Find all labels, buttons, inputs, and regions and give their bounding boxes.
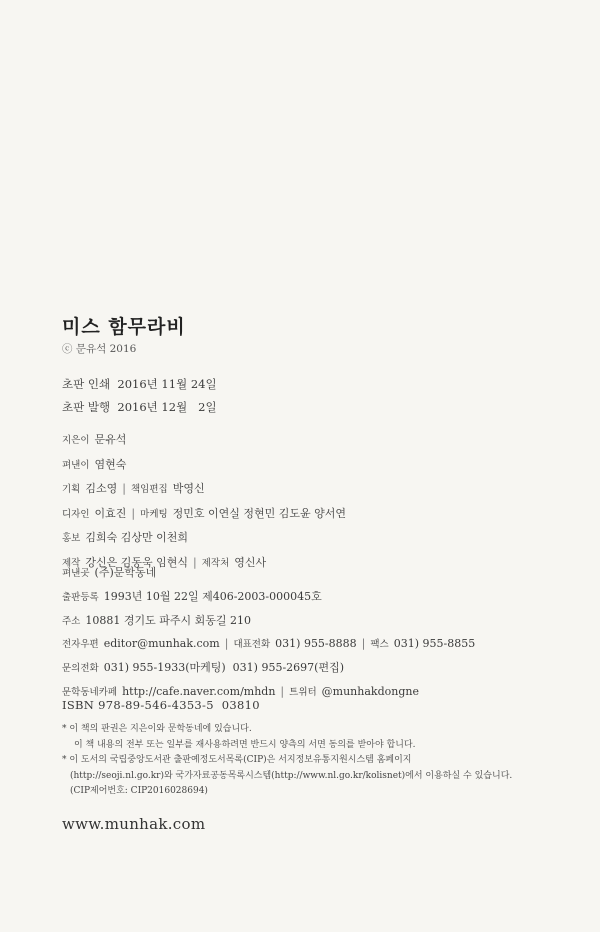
registration-value: 1993년 10월 22일 제406-2003-000045호 <box>103 589 322 603</box>
credit-design <box>62 502 346 527</box>
email-label: 전자우편 <box>62 639 99 651</box>
production-names: 강신은 김동욱 임현식 <box>85 555 188 569</box>
planning-label: 기획 <box>62 484 81 495</box>
chief-editor-label: 책임편집 <box>130 484 168 495</box>
fax-label: 팩스 <box>370 639 389 651</box>
separator: | <box>122 482 126 495</box>
note-cip: * 이 도서의 국립중앙도서관 출판예정도서목록(CIP)은 서지정보유통지원시스템 홈페이지 <box>62 755 412 766</box>
separator: | <box>224 637 229 651</box>
address-value: 10881 경기도 파주시 회동길 210 <box>85 613 251 627</box>
chief-editor-name: 박영신 <box>172 482 205 495</box>
credit-planning <box>62 477 346 502</box>
credit-pr <box>62 526 346 551</box>
separator: | <box>193 555 197 569</box>
publisher-website: www.munhak.com <box>62 815 206 833</box>
main-phone-label: 대표전화 <box>233 639 271 651</box>
pr-label: 홍보 <box>62 533 81 544</box>
inquiry-label: 문의전화 <box>62 663 99 675</box>
address-label: 주소 <box>62 615 81 627</box>
main-phone-value: 031) 955-8888 <box>275 637 357 651</box>
notes-block <box>62 722 582 800</box>
copyright-line: ⓒ 문유석 2016 <box>62 343 137 355</box>
first-issue-date: 초판 발행 2016년 12월 2일 <box>62 400 217 414</box>
first-print-date: 초판 인쇄 2016년 11월 24일 <box>62 377 217 391</box>
design-label: 디자인 <box>62 508 90 520</box>
marketing-label: 마케팅 <box>140 508 168 520</box>
email-value: editor@munhak.com <box>103 637 220 651</box>
note-rights: * 이 책의 판권은 지은이와 문학동네에 있습니다. <box>62 724 252 734</box>
book-title: 미스 함무라비 <box>62 316 186 338</box>
publisher-block <box>62 562 475 705</box>
publisher-person-name: 염현숙 <box>94 457 127 471</box>
design-name: 이효진 <box>94 506 127 520</box>
pr-names: 김희숙 김상만 이천희 <box>85 531 188 544</box>
planning-name: 김소영 <box>85 482 118 495</box>
production-label: 제작 <box>62 557 81 569</box>
print-dates <box>62 373 217 419</box>
inquiry-editorial: 031) 955-2697(편집) <box>232 661 344 675</box>
separator: | <box>280 684 285 698</box>
credits-block <box>62 428 346 575</box>
cafe-label: 문학동네카페 <box>62 686 118 698</box>
publisher-person-label: 펴낸이 <box>62 459 90 471</box>
house-name: (주)문학동네 <box>94 566 157 579</box>
note-cip-number: (CIP제어번호: CIP2016028694) <box>70 786 208 797</box>
credit-publisher-person <box>62 453 346 478</box>
address-row <box>62 610 475 634</box>
marketing-names: 정민호 이연실 정현민 김도윤 양서연 <box>172 506 347 520</box>
fax-value: 031) 955-8855 <box>393 637 476 651</box>
twitter-handle: @munhakdongne <box>321 684 419 698</box>
credit-author <box>62 428 346 453</box>
production-house-name: 영신사 <box>234 555 267 569</box>
registration-label: 출판등록 <box>62 591 99 603</box>
note-reuse: 이 책 내용의 전부 또는 일부를 재사용하려면 반드시 양측의 서면 동의를 받아야 합니다. <box>74 739 416 750</box>
separator: | <box>131 506 136 520</box>
separator: | <box>361 637 366 651</box>
contact-row <box>62 633 475 657</box>
note-cip-urls: (http://seoji.nl.go.kr)와 국가자료공동목록시스템(http://www.nl.go.kr/kolisnet)에서 이용하실 수 있습니다. <box>70 770 513 781</box>
inquiry-marketing: 031) 955-1933(마케팅) <box>103 661 226 675</box>
cafe-url: http://cafe.naver.com/mhdn <box>122 684 276 698</box>
house-label: 펴낸곳 <box>62 568 90 579</box>
registration-row <box>62 586 475 610</box>
author-name: 문유석 <box>94 433 127 446</box>
publisher-house-row <box>62 562 475 586</box>
isbn: ISBN 978-89-546-4353-5 03810 <box>62 698 260 712</box>
twitter-label: 트위터 <box>289 686 317 698</box>
inquiry-row <box>62 657 475 681</box>
author-label: 지은이 <box>62 435 90 446</box>
production-house-label: 제작처 <box>201 557 230 569</box>
